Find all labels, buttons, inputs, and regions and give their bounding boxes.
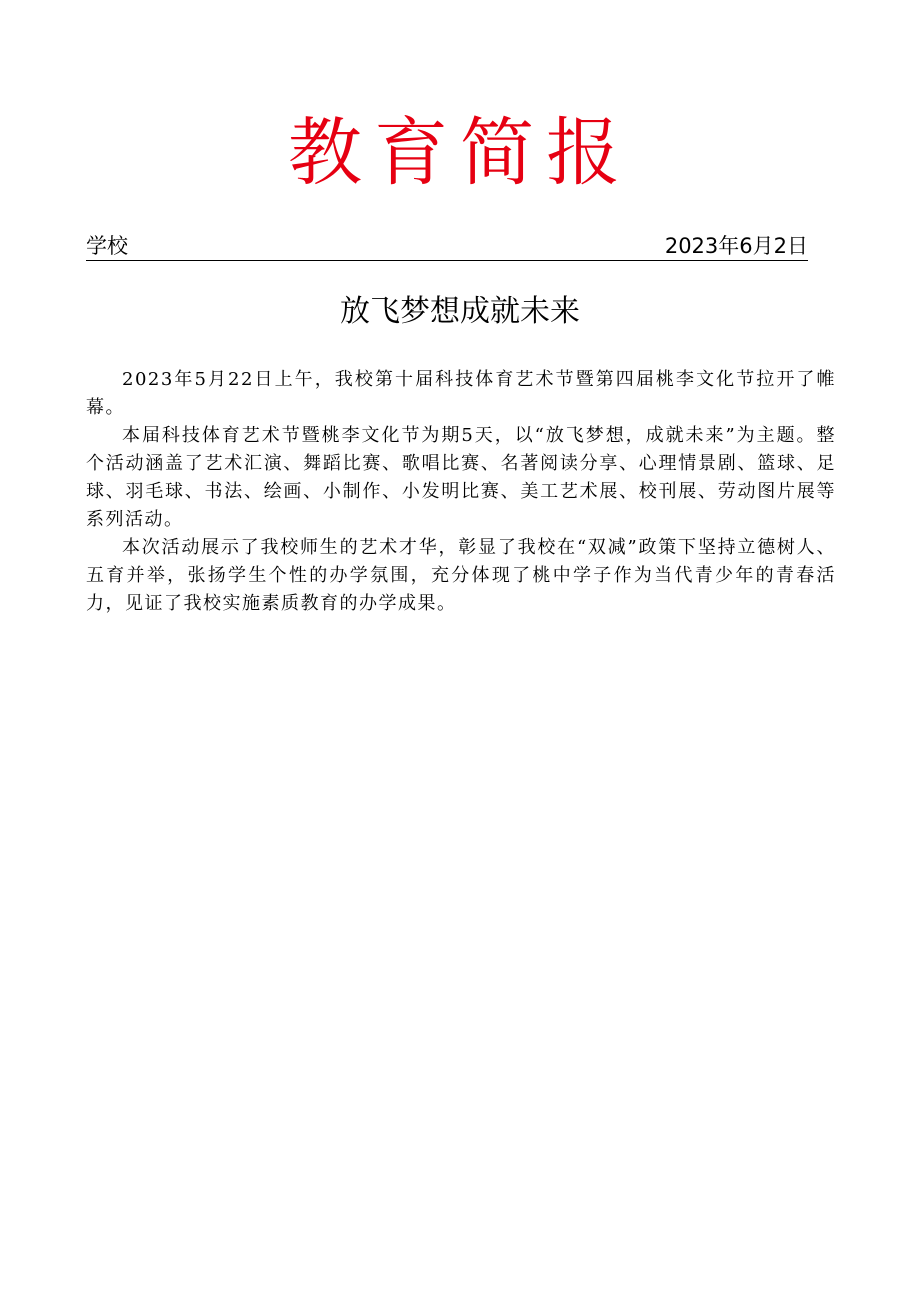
meta-row <box>86 232 808 261</box>
school-label: 学校 <box>86 234 128 258</box>
masthead-title: 教育简报 <box>288 110 632 196</box>
article-body <box>86 366 836 618</box>
article-headline: 放飞梦想成就未来 <box>340 294 580 329</box>
paragraph: 本届科技体育艺术节暨桃李文化节为期5天，以“放飞梦想，成就未来”为主题。整个活动涵盖了艺术汇演、舞蹈比赛、歌唱比赛、名著阅读分享、心理情景剧、篮球、足球、羽毛球、书法、绘画、小制作、小发明比赛、美工艺术展、校刊展、劳动图片展等系列活动。 <box>86 425 836 530</box>
issue-date: 2023年6月2日 <box>664 234 808 258</box>
paragraph: 本次活动展示了我校师生的艺术才华，彰显了我校在“双减”政策下坚持立德树人、五育并举，张扬学生个性的办学氛围，充分体现了桃中学子作为当代青少年的青春活力，见证了我校实施素质教育的办学成果。 <box>86 537 836 614</box>
paragraph: 2023年5月22日上午，我校第十届科技体育艺术节暨第四届桃李文化节拉开了帷幕。 <box>86 369 836 418</box>
